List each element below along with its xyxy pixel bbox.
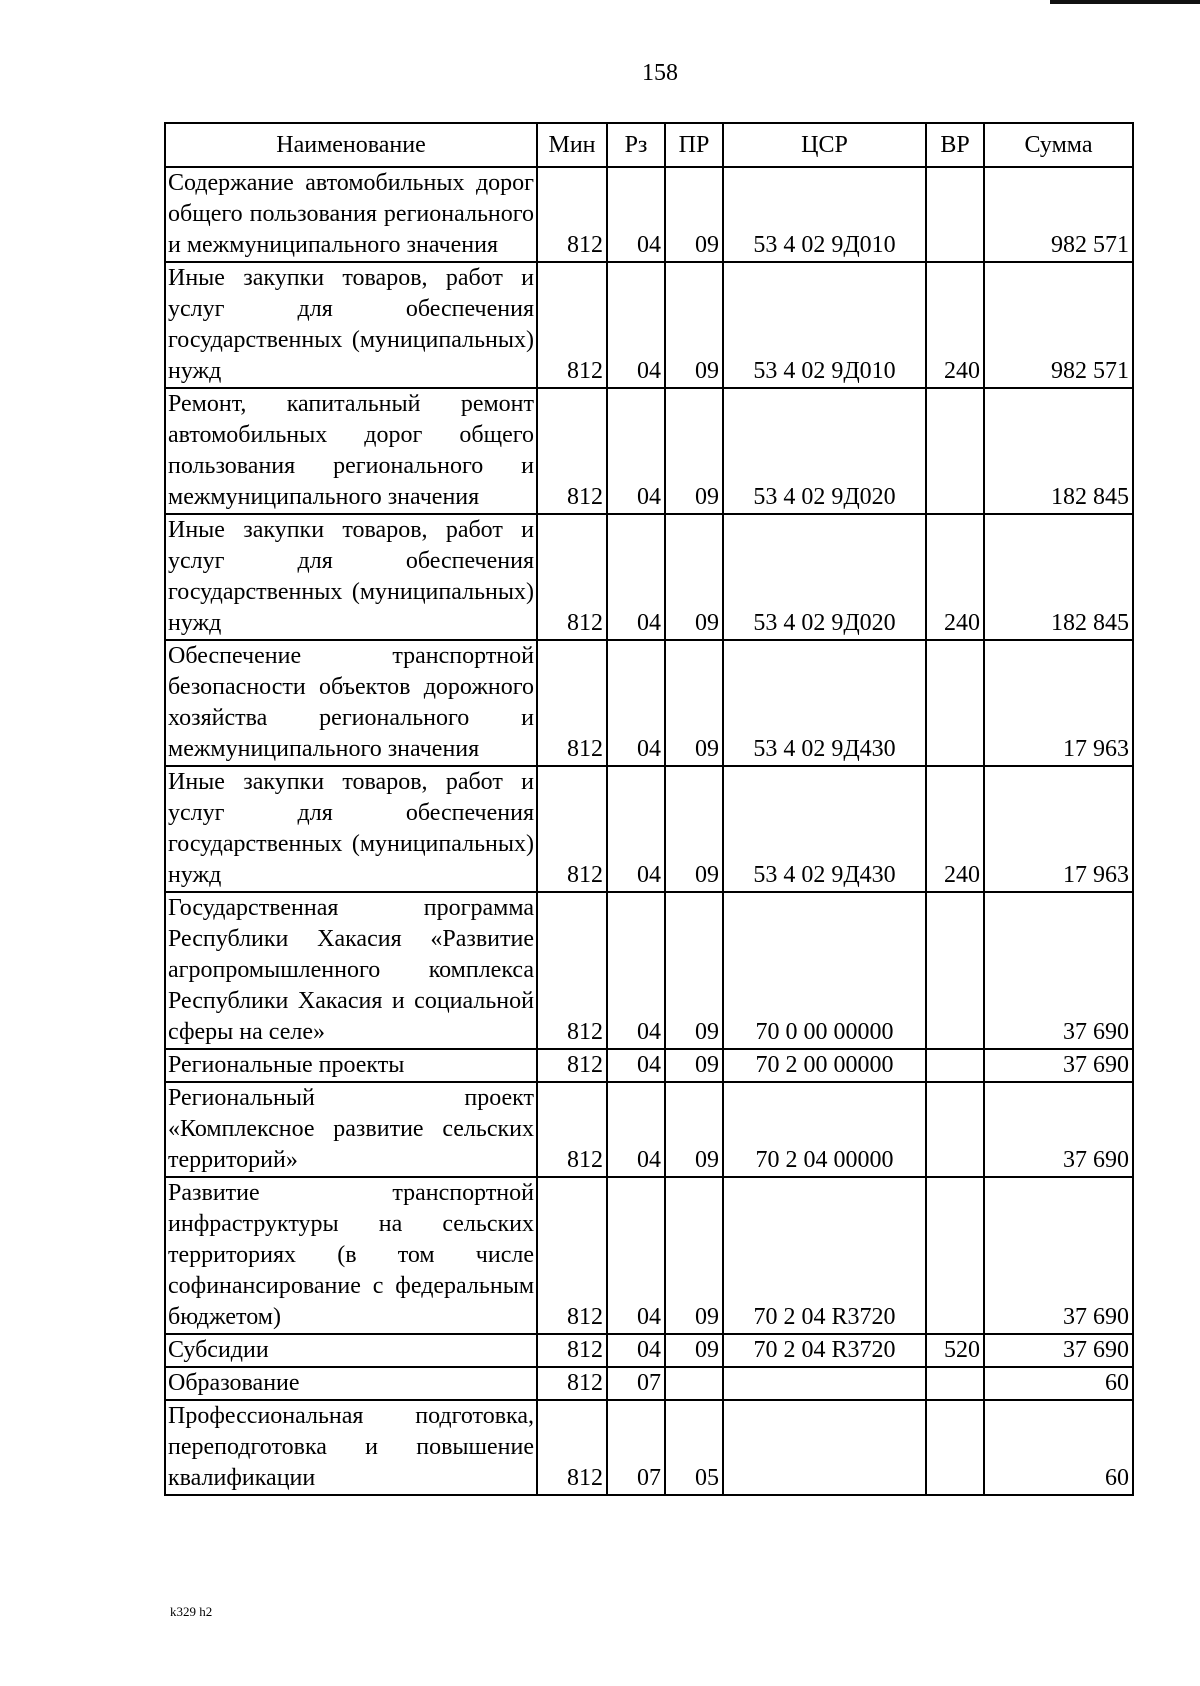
row-csr bbox=[723, 1400, 926, 1495]
row-rz: 04 bbox=[607, 1082, 665, 1177]
row-sum: 982 571 bbox=[984, 262, 1133, 388]
row-name: Иные закупки товаров, работ и услуг для обеспечения государственных (муниципальных) нужд bbox=[165, 514, 537, 640]
row-sum: 37 690 bbox=[984, 1334, 1133, 1367]
budget-table bbox=[164, 122, 1134, 1496]
table-row bbox=[165, 1367, 1133, 1400]
row-rz: 04 bbox=[607, 388, 665, 514]
row-vr bbox=[926, 1177, 984, 1334]
table-row bbox=[165, 892, 1133, 1049]
table-row bbox=[165, 1177, 1133, 1334]
row-name: Обеспечение транспортной безопасности объектов дорожного хозяйства регионального и межмуниципального значения bbox=[165, 640, 537, 766]
row-min: 812 bbox=[537, 262, 607, 388]
row-pr: 09 bbox=[665, 1177, 723, 1334]
header-pr: ПР bbox=[665, 123, 723, 167]
row-name: Государственная программа Республики Хакасия «Развитие агропромышленного комплекса Республики Хакасия и социальной сферы на селе» bbox=[165, 892, 537, 1049]
page-number: 158 bbox=[642, 60, 678, 86]
row-csr: 53 4 02 9Д430 bbox=[723, 766, 926, 892]
row-name: Иные закупки товаров, работ и услуг для обеспечения государственных (муниципальных) нужд bbox=[165, 766, 537, 892]
row-min: 812 bbox=[537, 1049, 607, 1082]
row-rz: 04 bbox=[607, 766, 665, 892]
row-csr: 53 4 02 9Д020 bbox=[723, 388, 926, 514]
row-vr bbox=[926, 1400, 984, 1495]
row-name: Региональные проекты bbox=[165, 1049, 537, 1082]
row-min: 812 bbox=[537, 167, 607, 262]
row-sum: 37 690 bbox=[984, 892, 1133, 1049]
row-pr: 09 bbox=[665, 514, 723, 640]
row-sum: 37 690 bbox=[984, 1049, 1133, 1082]
row-rz: 04 bbox=[607, 1049, 665, 1082]
header-csr: ЦСР bbox=[723, 123, 926, 167]
footer-code: k329 h2 bbox=[170, 1604, 213, 1619]
row-min: 812 bbox=[537, 1334, 607, 1367]
row-vr bbox=[926, 640, 984, 766]
table-row bbox=[165, 766, 1133, 892]
row-rz: 04 bbox=[607, 892, 665, 1049]
row-sum: 17 963 bbox=[984, 640, 1133, 766]
row-min: 812 bbox=[537, 640, 607, 766]
scan-edge-line bbox=[1050, 0, 1200, 4]
row-name: Образование bbox=[165, 1367, 537, 1400]
row-name: Профессиональная подготовка, переподготовка и повышение квалификации bbox=[165, 1400, 537, 1495]
row-vr bbox=[926, 1367, 984, 1400]
row-pr: 09 bbox=[665, 640, 723, 766]
row-sum: 37 690 bbox=[984, 1177, 1133, 1334]
row-min: 812 bbox=[537, 1400, 607, 1495]
row-pr: 09 bbox=[665, 167, 723, 262]
row-pr: 09 bbox=[665, 262, 723, 388]
row-pr: 09 bbox=[665, 1082, 723, 1177]
row-vr bbox=[926, 1049, 984, 1082]
table-header-row bbox=[165, 123, 1133, 167]
row-csr: 53 4 02 9Д010 bbox=[723, 167, 926, 262]
row-pr bbox=[665, 1367, 723, 1400]
row-min: 812 bbox=[537, 1177, 607, 1334]
row-sum: 982 571 bbox=[984, 167, 1133, 262]
row-sum: 60 bbox=[984, 1400, 1133, 1495]
row-min: 812 bbox=[537, 1082, 607, 1177]
row-csr: 70 0 00 00000 bbox=[723, 892, 926, 1049]
table-row bbox=[165, 1049, 1133, 1082]
table-row bbox=[165, 1082, 1133, 1177]
row-name: Субсидии bbox=[165, 1334, 537, 1367]
row-vr bbox=[926, 1082, 984, 1177]
row-min: 812 bbox=[537, 514, 607, 640]
row-pr: 09 bbox=[665, 388, 723, 514]
row-rz: 07 bbox=[607, 1367, 665, 1400]
row-vr bbox=[926, 167, 984, 262]
row-csr bbox=[723, 1367, 926, 1400]
row-pr: 05 bbox=[665, 1400, 723, 1495]
row-sum: 182 845 bbox=[984, 388, 1133, 514]
row-sum: 17 963 bbox=[984, 766, 1133, 892]
row-name: Региональный проект «Комплексное развитие сельских территорий» bbox=[165, 1082, 537, 1177]
row-sum: 60 bbox=[984, 1367, 1133, 1400]
row-csr: 70 2 04 00000 bbox=[723, 1082, 926, 1177]
table-row bbox=[165, 1400, 1133, 1495]
table-row bbox=[165, 167, 1133, 262]
row-min: 812 bbox=[537, 1367, 607, 1400]
row-rz: 04 bbox=[607, 1177, 665, 1334]
row-pr: 09 bbox=[665, 1049, 723, 1082]
row-min: 812 bbox=[537, 388, 607, 514]
row-pr: 09 bbox=[665, 766, 723, 892]
row-pr: 09 bbox=[665, 892, 723, 1049]
header-vr: ВР bbox=[926, 123, 984, 167]
header-name: Наименование bbox=[165, 123, 537, 167]
row-vr: 240 bbox=[926, 514, 984, 640]
row-vr bbox=[926, 388, 984, 514]
row-min: 812 bbox=[537, 766, 607, 892]
row-vr: 520 bbox=[926, 1334, 984, 1367]
row-name: Развитие транспортной инфраструктуры на сельских территориях (в том числе софинансирование с федеральным бюджетом) bbox=[165, 1177, 537, 1334]
table-row bbox=[165, 262, 1133, 388]
row-min: 812 bbox=[537, 892, 607, 1049]
row-csr: 53 4 02 9Д020 bbox=[723, 514, 926, 640]
row-rz: 04 bbox=[607, 262, 665, 388]
row-rz: 04 bbox=[607, 514, 665, 640]
row-csr: 53 4 02 9Д010 bbox=[723, 262, 926, 388]
row-rz: 04 bbox=[607, 1334, 665, 1367]
row-name: Ремонт, капитальный ремонт автомобильных дорог общего пользования регионального и межмуниципального значения bbox=[165, 388, 537, 514]
row-name: Содержание автомобильных дорог общего пользования регионального и межмуниципального значения bbox=[165, 167, 537, 262]
header-sum: Сумма bbox=[984, 123, 1133, 167]
table-row bbox=[165, 640, 1133, 766]
row-csr: 70 2 04 R3720 bbox=[723, 1177, 926, 1334]
row-sum: 37 690 bbox=[984, 1082, 1133, 1177]
header-rz: Рз bbox=[607, 123, 665, 167]
row-sum: 182 845 bbox=[984, 514, 1133, 640]
row-csr: 70 2 04 R3720 bbox=[723, 1334, 926, 1367]
header-min: Мин bbox=[537, 123, 607, 167]
row-vr: 240 bbox=[926, 766, 984, 892]
row-vr bbox=[926, 892, 984, 1049]
row-vr: 240 bbox=[926, 262, 984, 388]
table-row bbox=[165, 1334, 1133, 1367]
row-pr: 09 bbox=[665, 1334, 723, 1367]
row-csr: 70 2 00 00000 bbox=[723, 1049, 926, 1082]
row-rz: 04 bbox=[607, 640, 665, 766]
row-name: Иные закупки товаров, работ и услуг для обеспечения государственных (муниципальных) нужд bbox=[165, 262, 537, 388]
table-row bbox=[165, 388, 1133, 514]
row-rz: 07 bbox=[607, 1400, 665, 1495]
table-row bbox=[165, 514, 1133, 640]
row-rz: 04 bbox=[607, 167, 665, 262]
row-csr: 53 4 02 9Д430 bbox=[723, 640, 926, 766]
